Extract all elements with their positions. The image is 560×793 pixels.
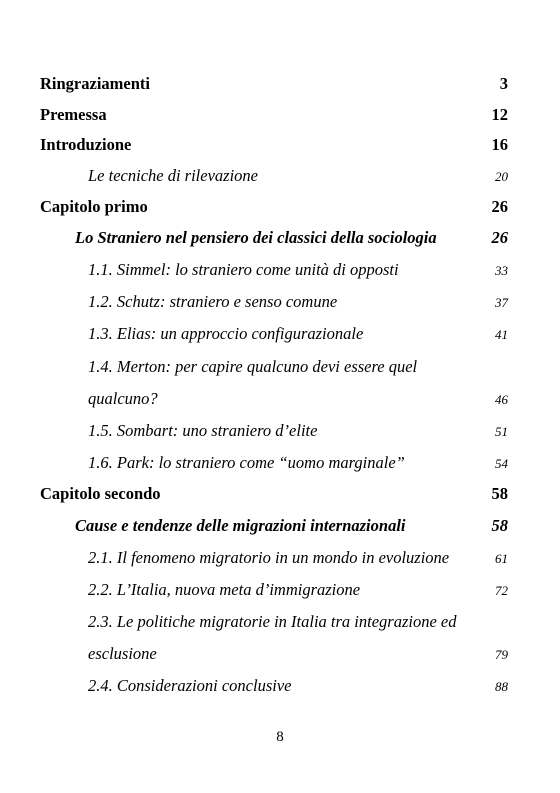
toc-entry-title: Ringraziamenti	[40, 74, 150, 93]
toc-entry-page: 33	[495, 263, 508, 278]
toc-entry-page: 72	[495, 583, 508, 598]
toc-entry-1-6-park	[88, 453, 508, 473]
toc-entry-title: Cause e tendenze delle migrazioni internazionali	[75, 516, 406, 535]
toc-entry-page: 3	[499, 74, 508, 93]
toc-entry-title: 2.1. Il fenomeno migratorio in un mondo in evoluzione	[88, 548, 450, 567]
toc-entry-page: 51	[495, 424, 508, 439]
toc-entry-page: 54	[495, 456, 508, 471]
toc-entry-title: 1.2. Schutz: straniero e senso comune	[88, 292, 338, 311]
toc-entry-page: 26	[491, 197, 508, 216]
toc-entry-page: 79	[495, 647, 508, 662]
toc-entry-title-line2: esclusione	[88, 644, 157, 663]
toc-entry-title: Premessa	[40, 105, 107, 124]
toc-entry-title: Introduzione	[40, 135, 132, 154]
toc-entry-title: Le tecniche di rilevazione	[88, 166, 258, 185]
toc-entry-2-4-considerazioni	[88, 676, 508, 696]
toc-entry-1-1-simmel	[88, 260, 508, 280]
toc-entry-1-5-sombart	[88, 421, 508, 441]
toc-entry-premessa	[40, 105, 508, 125]
toc-entry-page: 37	[495, 295, 508, 310]
toc-entry-page: 58	[491, 516, 508, 535]
toc-entry-page: 41	[495, 327, 508, 342]
toc-entry-title: Capitolo secondo	[40, 484, 161, 503]
toc-entry-title-line2: qualcuno?	[88, 389, 158, 408]
toc-entry-title: 2.4. Considerazioni conclusive	[88, 676, 292, 695]
toc-entry-cause-tendenze	[75, 516, 508, 536]
toc-entry-2-1-fenomeno-migratorio	[88, 548, 508, 568]
toc-entry-1-2-schutz	[88, 292, 508, 312]
toc-entry-title: 1.3. Elias: un approccio configurazionale	[88, 324, 364, 343]
toc-entry-title: 1.1. Simmel: lo straniero come unità di opposti	[88, 260, 399, 279]
toc-entry-title-line1: 1.4. Merton: per capire qualcuno devi essere quel	[88, 357, 418, 376]
toc-entry-ringraziamenti	[40, 74, 508, 94]
toc-entry-page: 88	[495, 679, 508, 694]
toc-entry-title: 1.5. Sombart: uno straniero d’elite	[88, 421, 318, 440]
toc-entry-title-line1: 2.3. Le politiche migratorie in Italia tra integrazione ed	[88, 612, 457, 631]
toc-entry-title: 2.2. L’Italia, nuova meta d’immigrazione	[88, 580, 361, 599]
toc-entry-1-4-merton	[88, 357, 508, 421]
toc-entry-capitolo-secondo	[40, 484, 508, 504]
toc-entry-2-3-politiche-migratorie	[88, 612, 508, 676]
toc-entry-page: 20	[495, 169, 508, 184]
toc-entry-title: Lo Straniero nel pensiero dei classici della sociologia	[75, 228, 437, 247]
toc-entry-title: 1.6. Park: lo straniero come “uomo marginale”	[88, 453, 405, 472]
page-number: 8	[276, 729, 284, 745]
toc-entry-page: 12	[491, 105, 508, 124]
toc-entry-title: Capitolo primo	[40, 197, 148, 216]
toc-entry-page: 46	[495, 392, 508, 407]
toc-entry-page: 58	[491, 484, 508, 503]
toc-entry-page: 26	[491, 228, 508, 247]
toc-entry-straniero-classici	[75, 228, 508, 248]
toc-entry-tecniche-rilevazione	[88, 166, 508, 186]
toc-entry-introduzione	[40, 135, 508, 155]
toc-entry-1-3-elias	[88, 324, 508, 344]
toc-entry-2-2-italia-meta	[88, 580, 508, 600]
toc-entry-capitolo-primo	[40, 197, 508, 217]
toc-entry-page: 61	[495, 551, 508, 566]
toc-entry-page: 16	[491, 135, 508, 154]
